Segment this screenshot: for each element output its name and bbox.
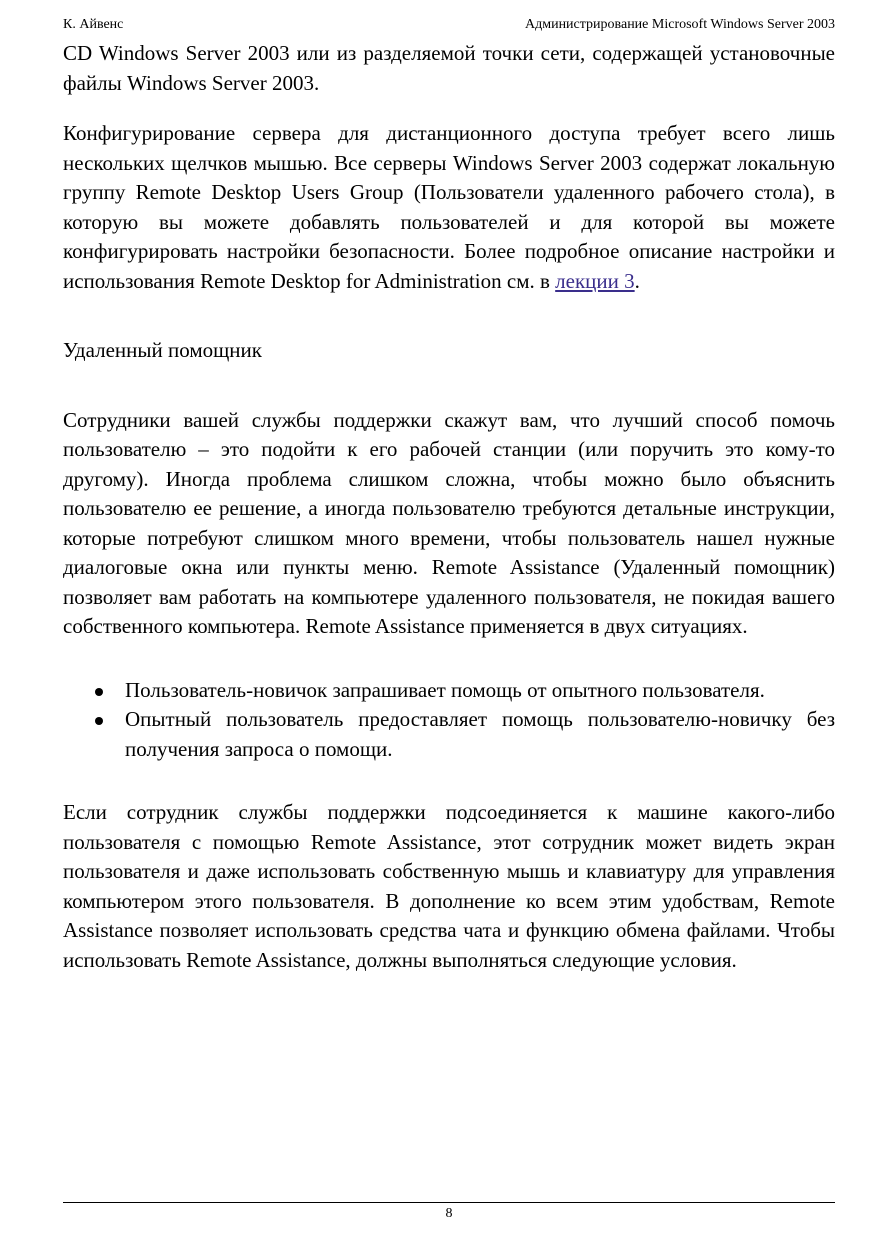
list-item-text: Опытный пользователь предоставляет помощь пользователю-новичку без получения запроса о помощи. xyxy=(125,707,835,761)
page-header xyxy=(63,15,835,35)
bullet-icon xyxy=(95,688,103,696)
page-number: 8 xyxy=(445,1206,453,1221)
paragraph-config-text: Конфигурирование сервера для дистанционного доступа требует всего лишь нескольких щелчков мышью. Все серверы Windows Server 2003 содержат локальную группу Remote Desktop Users Group (Пользователи удаленного рабочего стола), в которую вы можете добавлять пользователей и для которой вы можете конфигурировать настройки безопасности. Более подробное описание настройки и использования Remote Desktop for Administration см. в xyxy=(63,121,835,293)
list-item xyxy=(125,676,835,706)
paragraph-final: Если сотрудник службы поддержки подсоединяется к машине какого-либо пользователя с помощью Remote Assistance, этот сотрудник может видеть экран пользователя и даже использовать собственную мышь и клавиатуру для управления компьютером этого пользователя. В дополнение ко всем этим удобствам, Remote Assistance позволяет использовать средства чата и функцию обмена файлами. Чтобы использовать Remote Assistance, должны выполняться следующие условия. xyxy=(63,800,835,972)
list-item xyxy=(125,705,835,764)
header-book-title: Администрирование Microsoft Windows Server 2003 xyxy=(524,17,835,32)
paragraph-config-end: . xyxy=(634,268,640,293)
paragraph-intro: CD Windows Server 2003 или из разделяемой точки сети, содержащей установочные файлы Windows Server 2003. xyxy=(63,41,835,95)
header-author: К. Айвенс xyxy=(63,17,124,32)
bullet-icon xyxy=(95,717,103,725)
list-item-text: Пользователь-новичок запрашивает помощь от опытного пользователя. xyxy=(125,677,765,702)
page-body xyxy=(63,39,835,975)
lecture-3-link[interactable]: лекции 3 xyxy=(555,268,635,293)
paragraph-support: Сотрудники вашей службы поддержки скажут вам, что лучший способ помочь пользователю – это подойти к его рабочей станции (или поручить это кому-то другому). Иногда проблема слишком сложна, чтобы можно было объяснить пользователю ее решение, а иногда пользователю требуются детальные инструкции, которые потребуют слишком много времени, чтобы пользователь нашел нужные диалоговые окна или пункты меню. Remote Assistance (Удаленный помощник) позволяет вам работать на компьютере удаленного пользователя, не покидая вашего собственного компьютера. Remote Assistance применяется в двух ситуациях. xyxy=(63,407,835,638)
bullet-list xyxy=(63,676,835,765)
paragraph-config xyxy=(63,119,835,296)
footer-divider xyxy=(63,1202,835,1203)
section-heading-remote-assistance: Удаленный помощник xyxy=(63,338,262,362)
